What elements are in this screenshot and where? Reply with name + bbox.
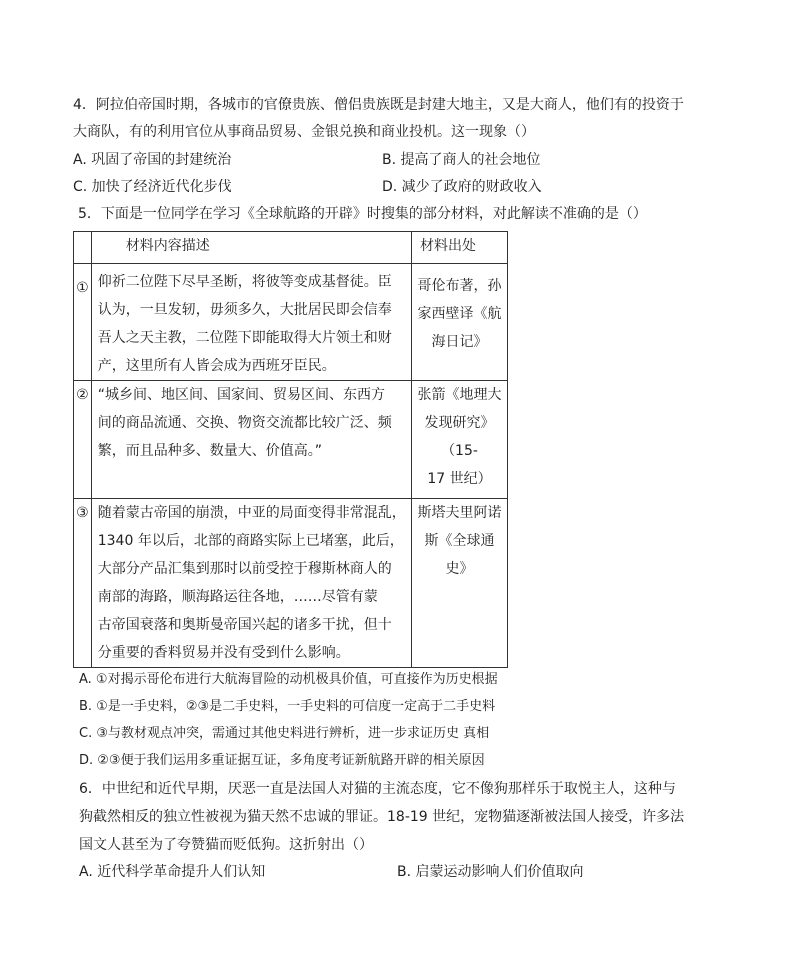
table-row bbox=[74, 264, 508, 381]
q6-option-a: A. 近代科学革命提升人们认知 bbox=[79, 864, 266, 880]
row-3-desc-line: 古帝国衰落和奥斯曼帝国兴起的诸多干扰，但十 bbox=[97, 617, 392, 633]
q5-option-d: D. ②③便于我们运用多重证据互证，多角度考证新航路开辟的相关原因 bbox=[79, 753, 485, 768]
header-desc-label: 材料内容描述 bbox=[125, 238, 210, 254]
q5-option-a: A. ①对揭示哥伦布进行大航海冒险的动机极具价值，可直接作为历史根据 bbox=[79, 672, 498, 687]
q6-option-b: B. 启蒙运动影响人们价值取向 bbox=[397, 864, 584, 880]
q4-option-a: A. 巩固了帝国的封建统治 bbox=[73, 152, 232, 168]
row-2-src-line: （15- bbox=[441, 443, 478, 459]
row-2-src-line: 发现研究》 bbox=[424, 415, 495, 431]
row-2-num-text: ② bbox=[76, 387, 89, 403]
row-3-src-box bbox=[414, 499, 505, 583]
row-3-desc bbox=[91, 499, 411, 668]
table-header-row bbox=[74, 232, 508, 264]
row-2-desc-line: 间的商品流通、交换、物资交流都比较广泛、频 bbox=[97, 415, 392, 431]
q4-stem-line-2: 大商队，有的利用官位从事商品贸易、金银兑换和商业投机。这一现象（） bbox=[73, 124, 535, 140]
row-3-desc-box bbox=[98, 499, 407, 667]
q5-stem: 5．下面是一位同学在学习《全球航路的开辟》时搜集的部分材料，对此解读不准确的是（） bbox=[78, 206, 647, 222]
row-3-desc-line: 分重要的香料贸易并没有受到什么影响。 bbox=[97, 645, 350, 661]
q6-stem-line-3: 国文人甚至为了夸赞猫而贬低狗。这折射出（） bbox=[79, 837, 373, 853]
row-2-src-box bbox=[414, 381, 505, 493]
row-3-desc-line: 大部分产品汇集到那时以前受控于穆斯林商人的 bbox=[97, 561, 392, 577]
q4-option-b: B. 提高了商人的社会地位 bbox=[382, 152, 541, 168]
row-3-desc-line: 南部的海路，顺海路运往各地，……尽管有蒙 bbox=[97, 589, 378, 605]
row-1-desc-line: 认为，一旦发轫，毋须多久，大批居民即会信奉 bbox=[97, 302, 392, 318]
row-2-src bbox=[412, 381, 508, 499]
row-3-src bbox=[412, 499, 508, 668]
row-1-num bbox=[74, 264, 92, 381]
header-num-cell bbox=[74, 232, 92, 264]
row-1-desc bbox=[91, 264, 411, 381]
material-table bbox=[73, 231, 508, 668]
q4-option-c: C. 加快了经济近代化步伐 bbox=[73, 179, 232, 195]
row-2-desc bbox=[91, 381, 411, 499]
q6-stem-line-2: 狗截然相反的独立性被视为猫天然不忠诚的罪证。18-19 世纪，宠物猫逐渐被法国人接受，许多法 bbox=[79, 809, 685, 825]
row-1-desc-box bbox=[98, 264, 407, 380]
table-row bbox=[74, 499, 508, 668]
q6-stem-line-1: 6．中世纪和近代早期，厌恶一直是法国人对猫的主流态度，它不像狗那样乐于取悦主人，这种与 bbox=[79, 781, 676, 797]
row-3-desc-line: 1340 年以后，北部的商路实际上已堵塞，此后， bbox=[97, 533, 404, 549]
row-1-src bbox=[412, 264, 508, 381]
row-1-src-line: 海日记》 bbox=[431, 334, 488, 350]
q5-option-b: B. ①是一手史料，②③是二手史料，一手史料的可信度一定高于二手史料 bbox=[79, 699, 496, 714]
row-3-src-line: 斯塔夫里阿诺 bbox=[417, 505, 502, 521]
header-desc-cell bbox=[91, 232, 411, 264]
q5-option-c: C. ③与教材观点冲突，需通过其他史料进行辨析，进一步求证历史 真相 bbox=[79, 726, 490, 741]
row-3-desc-line: 随着蒙古帝国的崩溃，中亚的局面变得非常混乱， bbox=[97, 505, 406, 521]
row-2-src-line: 张箭《地理大 bbox=[417, 387, 502, 403]
row-1-src-line: 哥伦布著，孙 bbox=[417, 278, 502, 294]
row-1-desc-line: 产，这里所有人皆会成为西班牙臣民。 bbox=[97, 358, 336, 374]
row-1-src-box bbox=[414, 264, 505, 356]
row-1-src-line: 家西壁译《航 bbox=[417, 306, 502, 322]
row-2-desc-line: “城乡间、地区间、国家间、贸易区间、东西方 bbox=[97, 387, 385, 403]
q4-stem-line-1: 4．阿拉伯帝国时期，各城市的官僚贵族、僧侣贵族既是封建大地主，又是大商人，他们有的投资于 bbox=[73, 97, 684, 113]
q4-option-d: D. 减少了政府的财政收入 bbox=[382, 179, 542, 195]
row-1-desc-line: 仰祈二位陛下尽早圣断，将彼等变成基督徒。臣 bbox=[97, 274, 392, 290]
row-2-desc-line: 繁，而且品种多、数量大、价值高。” bbox=[97, 443, 322, 459]
row-3-src-line: 史》 bbox=[445, 561, 474, 577]
row-2-src-line: 17 世纪） bbox=[427, 471, 492, 487]
row-3-num bbox=[74, 499, 92, 668]
row-3-num-text: ③ bbox=[76, 505, 89, 521]
header-src-label: 材料出处 bbox=[420, 238, 477, 254]
row-2-desc-box bbox=[98, 381, 407, 465]
row-3-src-line: 斯《全球通 bbox=[424, 533, 495, 549]
row-2-num bbox=[74, 381, 92, 499]
table-row bbox=[74, 381, 508, 499]
row-1-desc-line: 吾人之天主教，二位陛下即能取得大片领土和财 bbox=[97, 330, 392, 346]
row-1-num-text: ① bbox=[76, 280, 89, 296]
header-src-cell bbox=[412, 232, 508, 264]
